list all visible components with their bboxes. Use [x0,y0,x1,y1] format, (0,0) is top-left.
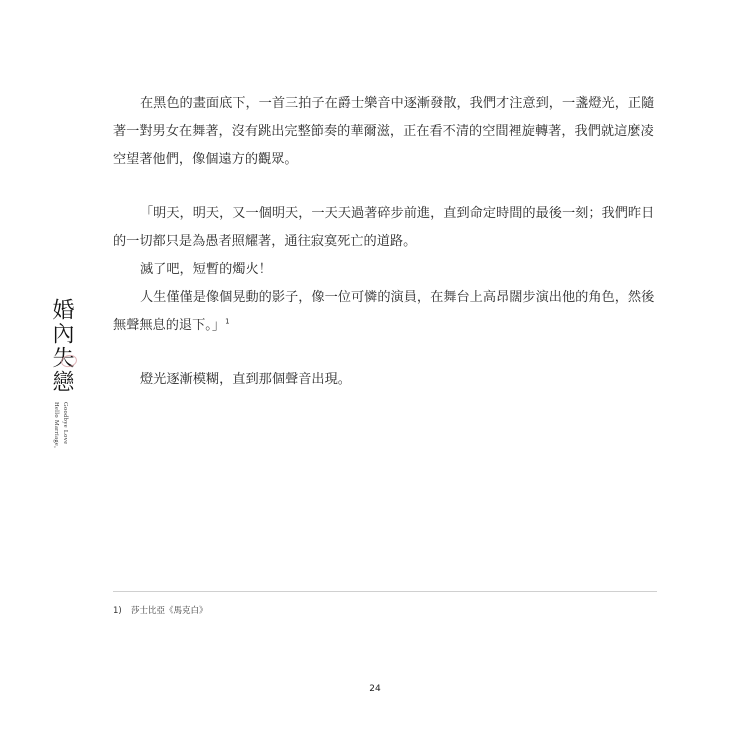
running-title-english-line1: Hello Marriage, [53,402,60,449]
paragraph: 燈光逐漸模糊，直到那個聲音出現。 [140,372,351,387]
footnote-text: 莎士比亞《馬克白》 [131,606,208,616]
paragraph-gap [113,174,665,200]
body-text [113,90,665,394]
running-title-chinese: 婚內失戀 [49,298,74,394]
page-number: 24 [369,684,381,694]
paragraph: 「明天，明天，又一個明天，一天天過著碎步前進，直到命定時間的最後一刻；我們昨日的一切都只是為愚者照耀著，通往寂寞死亡的道路。 [113,206,655,249]
running-title [44,298,78,448]
paragraph: 在黑色的畫面底下，一首三拍子在爵士樂音中逐漸發散，我們才注意到，一盞燈光，正隨著一對男女在舞著，沒有跳出完整節奏的華爾滋，正在看不清的空間裡旋轉著，我們就這麼凌空望著他們，像個遠方的觀眾。 [113,96,655,167]
paragraph-gap [113,340,665,366]
footnote [113,604,208,616]
running-title-english-line2: Goodbye Love [62,402,69,445]
paragraph-with-footnote [113,284,665,340]
footnote-divider [113,591,657,592]
footnote-number: 1) [113,606,122,616]
footnote-reference[interactable]: 1 [225,317,230,326]
paragraph: 滅了吧，短暫的燭火！ [140,262,272,277]
running-title-english [52,402,70,448]
paragraph-text: 人生僅僅是像個晃動的影子，像一位可憐的演員，在舞台上高昂闊步演出他的角色，然後無聲無息的退下。」 [113,290,655,333]
